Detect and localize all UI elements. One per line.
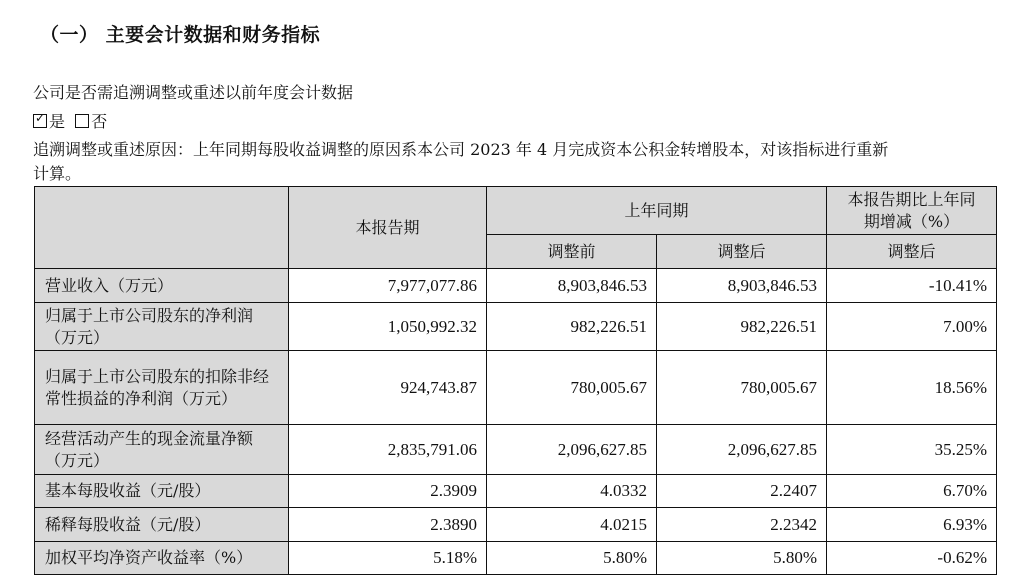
cell-change: 7.00% <box>827 303 997 351</box>
cell-before: 8,903,846.53 <box>487 269 657 303</box>
cell-before: 4.0215 <box>487 508 657 542</box>
cell-before: 982,226.51 <box>487 303 657 351</box>
cell-change: 35.25% <box>827 425 997 475</box>
cell-after: 2.2407 <box>657 475 827 508</box>
section-heading: （一） 主要会计数据和财务指标 <box>40 24 321 46</box>
restatement-question: 公司是否需追溯调整或重述以前年度会计数据 <box>33 83 354 102</box>
financial-indicators-table <box>34 186 997 575</box>
cell-change: 18.56% <box>827 351 997 425</box>
row-label: 营业收入（万元） <box>35 269 289 303</box>
yes-checkbox[interactable] <box>33 114 47 128</box>
cell-after: 2,096,627.85 <box>657 425 827 475</box>
table-row <box>35 475 997 508</box>
cell-current: 924,743.87 <box>289 351 487 425</box>
cell-after: 780,005.67 <box>657 351 827 425</box>
row-label: 基本每股收益（元/股） <box>35 475 289 508</box>
cell-change: 6.93% <box>827 508 997 542</box>
cell-current: 5.18% <box>289 542 487 575</box>
cell-change: -10.41% <box>827 269 997 303</box>
cell-after: 5.80% <box>657 542 827 575</box>
cell-after: 982,226.51 <box>657 303 827 351</box>
row-label: 归属于上市公司股东的净利润（万元） <box>35 303 289 351</box>
table-row <box>35 542 997 575</box>
no-label: 否 <box>91 112 108 131</box>
cell-current: 7,977,077.86 <box>289 269 487 303</box>
cell-before: 5.80% <box>487 542 657 575</box>
header-after: 调整后 <box>657 235 827 269</box>
restatement-reason: 追溯调整或重述原因：上年同期每股收益调整的原因系本公司 2023 年 4 月完成资本公积金转增股本，对该指标进行重新 <box>33 140 889 159</box>
cell-current: 1,050,992.32 <box>289 303 487 351</box>
restatement-options <box>33 109 107 132</box>
cell-current: 2.3909 <box>289 475 487 508</box>
header-change: 本报告期比上年同期增减（%） <box>827 187 997 235</box>
yes-label: 是 <box>49 112 66 131</box>
header-before: 调整前 <box>487 235 657 269</box>
cell-before: 4.0332 <box>487 475 657 508</box>
cell-before: 780,005.67 <box>487 351 657 425</box>
cell-current: 2,835,791.06 <box>289 425 487 475</box>
table-row <box>35 425 997 475</box>
table-row <box>35 303 997 351</box>
row-label: 经营活动产生的现金流量净额（万元） <box>35 425 289 475</box>
cell-current: 2.3890 <box>289 508 487 542</box>
cell-after: 2.2342 <box>657 508 827 542</box>
table-row <box>35 351 997 425</box>
table-row <box>35 508 997 542</box>
header-blank <box>35 187 289 269</box>
header-current: 本报告期 <box>289 187 487 269</box>
row-label: 加权平均净资产收益率（%） <box>35 542 289 575</box>
cell-change: -0.62% <box>827 542 997 575</box>
no-checkbox[interactable] <box>75 114 89 128</box>
header-prior: 上年同期 <box>487 187 827 235</box>
cell-change: 6.70% <box>827 475 997 508</box>
table-row <box>35 269 997 303</box>
row-label: 归属于上市公司股东的扣除非经常性损益的净利润（万元） <box>35 351 289 425</box>
cell-before: 2,096,627.85 <box>487 425 657 475</box>
row-label: 稀释每股收益（元/股） <box>35 508 289 542</box>
header-change-after: 调整后 <box>827 235 997 269</box>
cell-after: 8,903,846.53 <box>657 269 827 303</box>
restatement-reason-cont: 计算。 <box>33 164 82 183</box>
